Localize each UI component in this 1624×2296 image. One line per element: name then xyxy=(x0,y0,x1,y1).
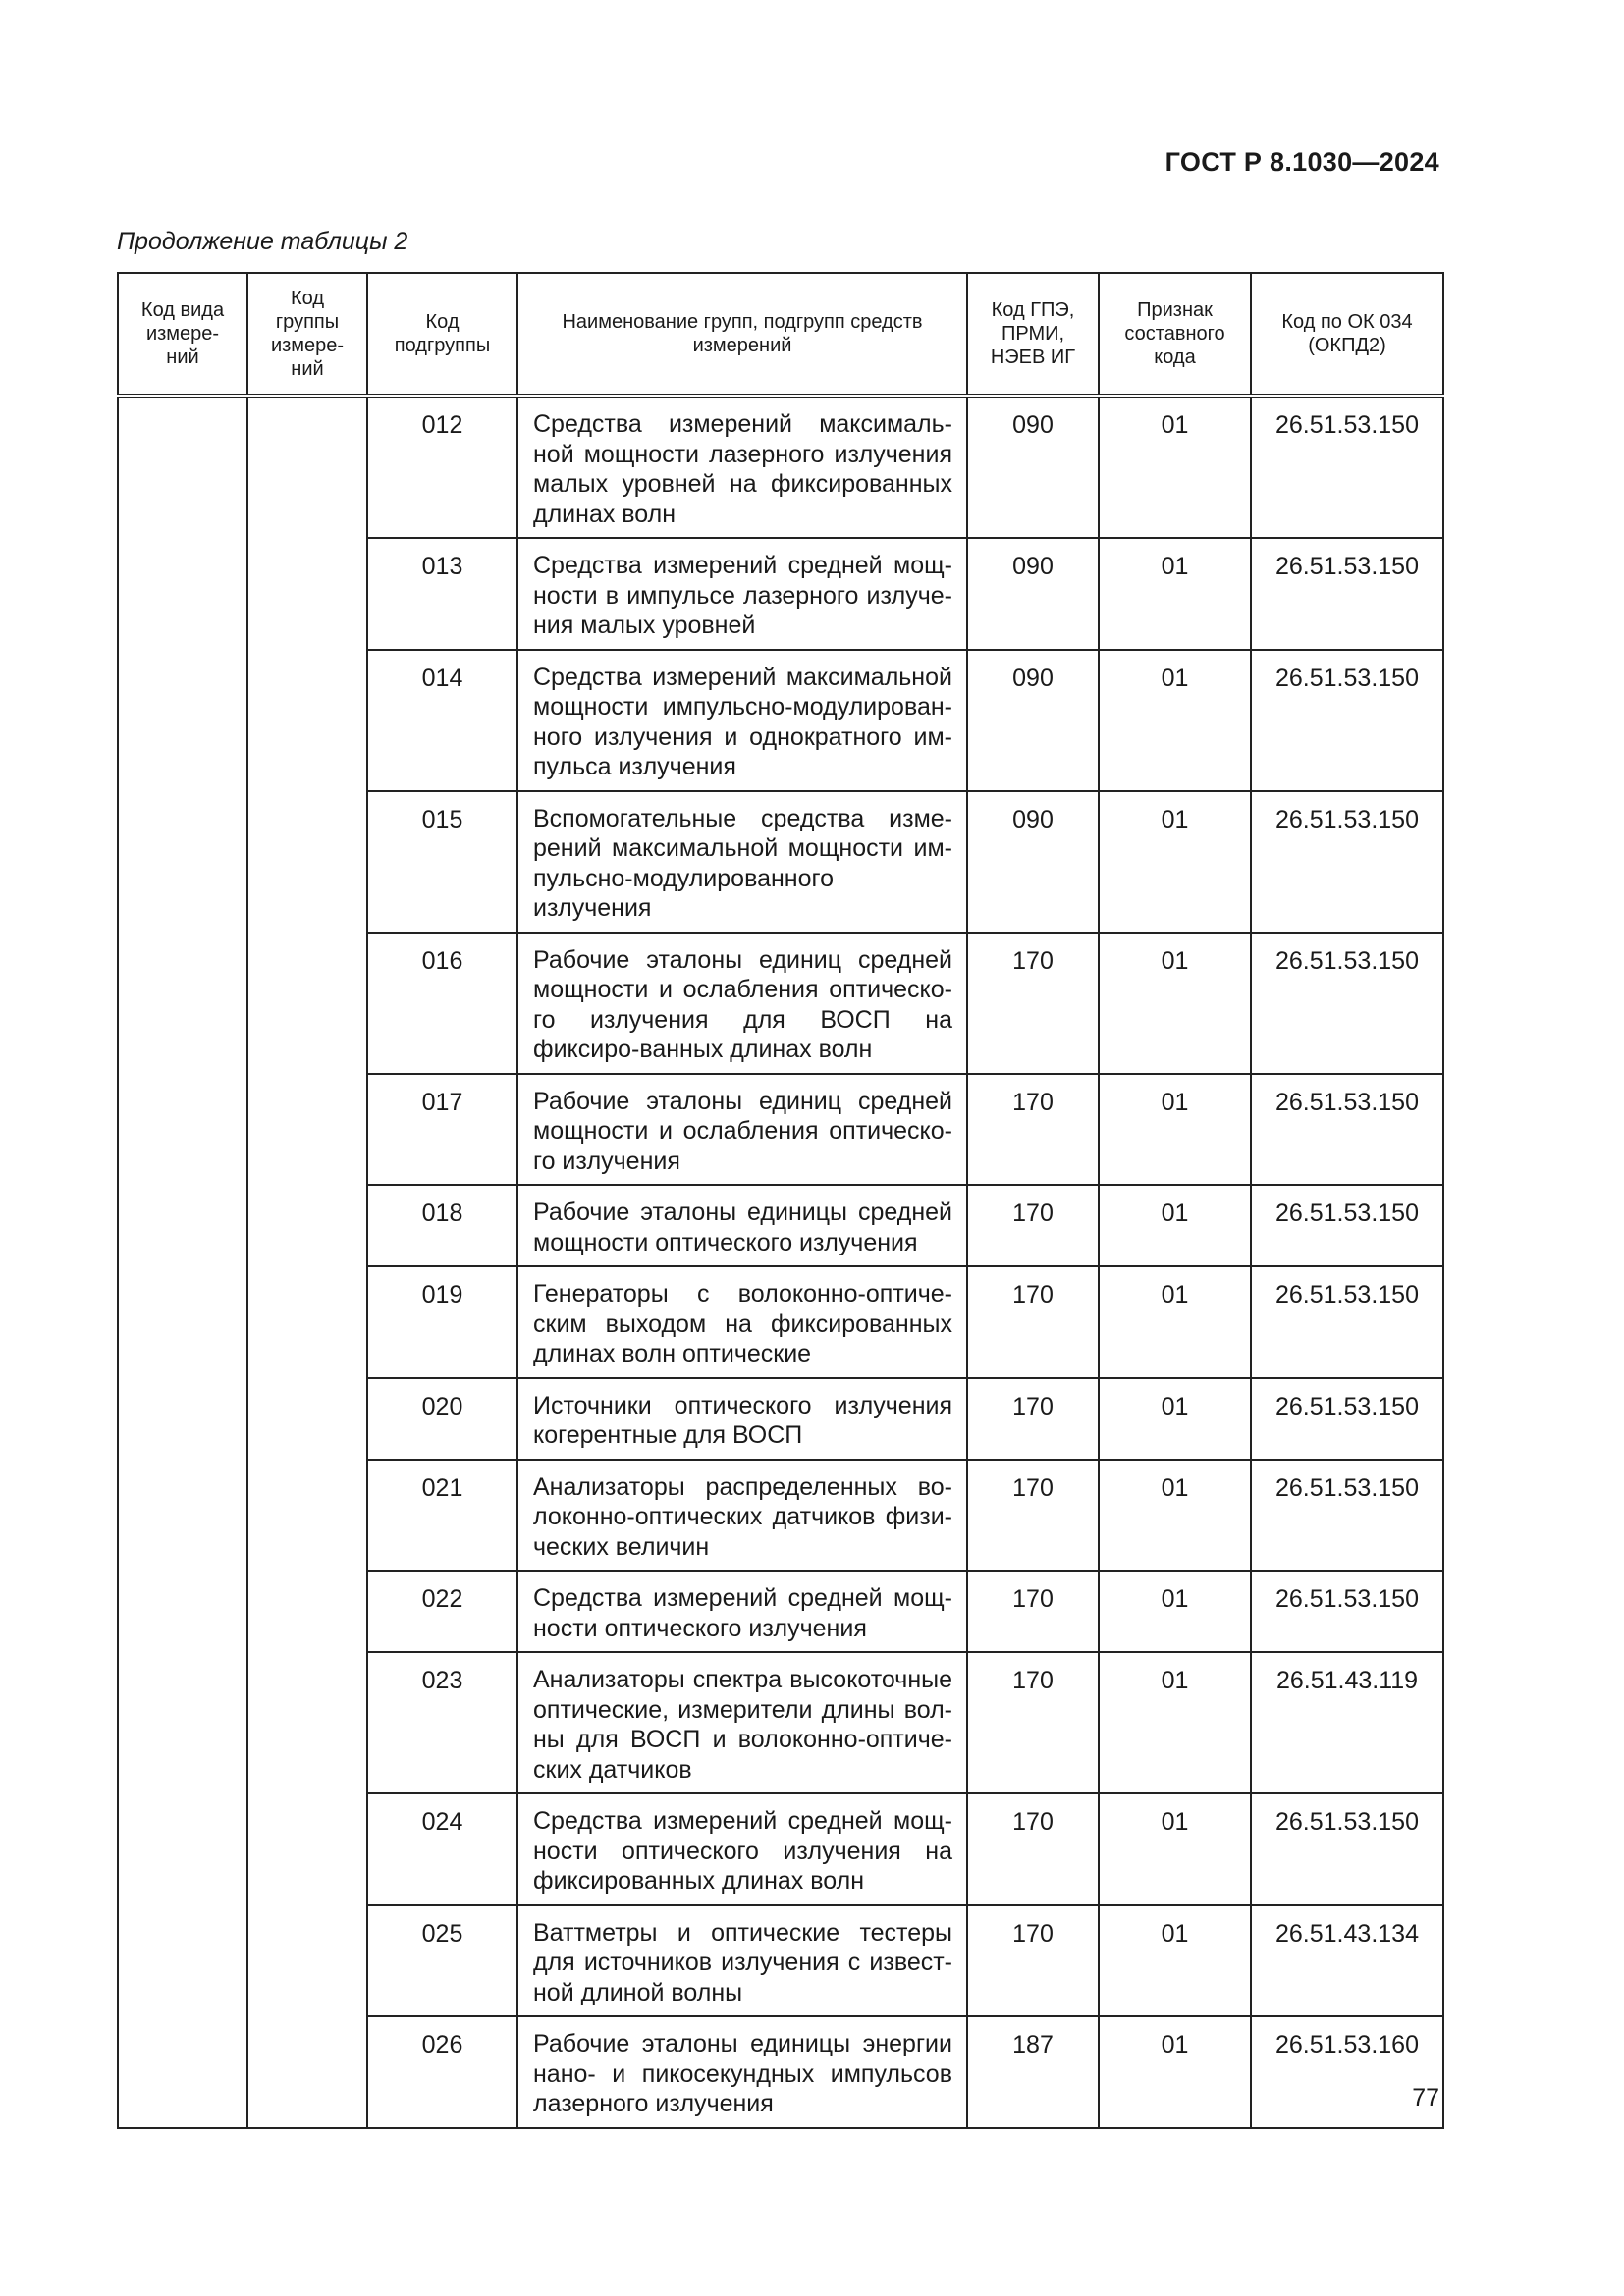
table-header-row xyxy=(118,273,1443,396)
subgroup-code-cell: 013 xyxy=(367,538,517,650)
composite-sign-cell: 01 xyxy=(1099,1652,1251,1793)
group-name-cell: Рабочие эталоны единицы средней мощности оптического излучения xyxy=(517,1185,967,1266)
subgroup-code-cell: 016 xyxy=(367,933,517,1074)
gpe-code-cell: 090 xyxy=(967,538,1099,650)
col-header-gpe-code: Код ГПЭ, ПРМИ, НЭЕВ ИГ xyxy=(967,273,1099,396)
okpd-code-cell: 26.51.53.150 xyxy=(1251,1266,1443,1378)
subgroup-code-cell: 017 xyxy=(367,1074,517,1186)
okpd-code-cell: 26.51.43.119 xyxy=(1251,1652,1443,1793)
table-row xyxy=(118,396,1443,538)
okpd-code-cell: 26.51.53.150 xyxy=(1251,650,1443,791)
gpe-code-cell: 170 xyxy=(967,1185,1099,1266)
composite-sign-cell: 01 xyxy=(1099,933,1251,1074)
col-header-subgroup-code: Код подгруппы xyxy=(367,273,517,396)
classification-table xyxy=(117,272,1444,2129)
document-header: ГОСТ Р 8.1030—2024 xyxy=(1164,147,1439,177)
okpd-code-cell: 26.51.53.150 xyxy=(1251,1571,1443,1652)
gpe-code-cell: 170 xyxy=(967,1074,1099,1186)
subgroup-code-cell: 012 xyxy=(367,396,517,538)
col-header-kind-code: Код вида измере- ний xyxy=(118,273,247,396)
composite-sign-cell: 01 xyxy=(1099,650,1251,791)
subgroup-code-cell: 024 xyxy=(367,1793,517,1905)
gpe-code-cell: 170 xyxy=(967,1266,1099,1378)
group-name-cell: Вспомогательные средства изме-рений максимальной мощности им-пульсно-модулированного излучения xyxy=(517,791,967,933)
gpe-code-cell: 090 xyxy=(967,791,1099,933)
col-header-name: Наименование групп, подгрупп средств измерений xyxy=(517,273,967,396)
gpe-code-cell: 170 xyxy=(967,1905,1099,2017)
group-name-cell: Генераторы с волоконно-оптиче-ским выходом на фиксированных длинах волн оптические xyxy=(517,1266,967,1378)
col-header-composite-sign: Признак составного кода xyxy=(1099,273,1251,396)
okpd-code-cell: 26.51.53.150 xyxy=(1251,933,1443,1074)
subgroup-code-cell: 014 xyxy=(367,650,517,791)
subgroup-code-cell: 022 xyxy=(367,1571,517,1652)
gpe-code-cell: 170 xyxy=(967,1571,1099,1652)
group-name-cell: Источники оптического излучения когерентные для ВОСП xyxy=(517,1378,967,1460)
okpd-code-cell: 26.51.53.150 xyxy=(1251,396,1443,538)
group-name-cell: Анализаторы распределенных во-локонно-оптических датчиков физи-ческих величин xyxy=(517,1460,967,1572)
group-name-cell: Средства измерений средней мощ-ности оптического излучения xyxy=(517,1571,967,1652)
composite-sign-cell: 01 xyxy=(1099,1905,1251,2017)
group-name-cell: Средства измерений средней мощ-ности оптического излучения на фиксированных длинах волн xyxy=(517,1793,967,1905)
composite-sign-cell: 01 xyxy=(1099,2016,1251,2128)
kind-code-cell xyxy=(118,396,247,2128)
table-caption: Продолжение таблицы 2 xyxy=(117,228,408,255)
subgroup-code-cell: 018 xyxy=(367,1185,517,1266)
composite-sign-cell: 01 xyxy=(1099,1793,1251,1905)
gpe-code-cell: 170 xyxy=(967,1793,1099,1905)
composite-sign-cell: 01 xyxy=(1099,791,1251,933)
gpe-code-cell: 187 xyxy=(967,2016,1099,2128)
composite-sign-cell: 01 xyxy=(1099,1571,1251,1652)
group-name-cell: Средства измерений максималь-ной мощности лазерного излучения малых уровней на фиксированных длинах волн xyxy=(517,396,967,538)
okpd-code-cell: 26.51.53.150 xyxy=(1251,791,1443,933)
okpd-code-cell: 26.51.53.150 xyxy=(1251,1460,1443,1572)
subgroup-code-cell: 019 xyxy=(367,1266,517,1378)
subgroup-code-cell: 015 xyxy=(367,791,517,933)
group-name-cell: Рабочие эталоны единицы энергии нано- и пикосекундных импульсов лазерного излучения xyxy=(517,2016,967,2128)
composite-sign-cell: 01 xyxy=(1099,1378,1251,1460)
col-header-okpd-code: Код по ОК 034 (ОКПД2) xyxy=(1251,273,1443,396)
group-name-cell: Ваттметры и оптические тестеры для источников излучения с извест-ной длиной волны xyxy=(517,1905,967,2017)
okpd-code-cell: 26.51.53.150 xyxy=(1251,1378,1443,1460)
group-name-cell: Средства измерений средней мощ-ности в импульсе лазерного излуче-ния малых уровней xyxy=(517,538,967,650)
composite-sign-cell: 01 xyxy=(1099,1460,1251,1572)
gpe-code-cell: 170 xyxy=(967,1460,1099,1572)
okpd-code-cell: 26.51.53.150 xyxy=(1251,1185,1443,1266)
subgroup-code-cell: 026 xyxy=(367,2016,517,2128)
subgroup-code-cell: 021 xyxy=(367,1460,517,1572)
subgroup-code-cell: 020 xyxy=(367,1378,517,1460)
okpd-code-cell: 26.51.53.150 xyxy=(1251,1793,1443,1905)
page-number: 77 xyxy=(1412,2084,1439,2111)
group-code-cell xyxy=(247,396,367,2128)
group-name-cell: Рабочие эталоны единиц средней мощности и ослабления оптическо-го излучения xyxy=(517,1074,967,1186)
group-name-cell: Анализаторы спектра высокоточные оптические, измерители длины вол-ны для ВОСП и волоконно-оптиче-ских датчиков xyxy=(517,1652,967,1793)
composite-sign-cell: 01 xyxy=(1099,1266,1251,1378)
subgroup-code-cell: 025 xyxy=(367,1905,517,2017)
okpd-code-cell: 26.51.43.134 xyxy=(1251,1905,1443,2017)
okpd-code-cell: 26.51.53.150 xyxy=(1251,1074,1443,1186)
gpe-code-cell: 090 xyxy=(967,650,1099,791)
composite-sign-cell: 01 xyxy=(1099,396,1251,538)
okpd-code-cell: 26.51.53.160 xyxy=(1251,2016,1443,2128)
subgroup-code-cell: 023 xyxy=(367,1652,517,1793)
group-name-cell: Средства измерений максимальной мощности импульсно-модулирован-ного излучения и однократного им-пульса излучения xyxy=(517,650,967,791)
composite-sign-cell: 01 xyxy=(1099,538,1251,650)
col-header-group-code: Код группы измере- ний xyxy=(247,273,367,396)
group-name-cell: Рабочие эталоны единиц средней мощности и ослабления оптическо-го излучения для ВОСП на фиксиро-ванных длинах волн xyxy=(517,933,967,1074)
composite-sign-cell: 01 xyxy=(1099,1074,1251,1186)
gpe-code-cell: 170 xyxy=(967,1378,1099,1460)
gpe-code-cell: 090 xyxy=(967,396,1099,538)
composite-sign-cell: 01 xyxy=(1099,1185,1251,1266)
okpd-code-cell: 26.51.53.150 xyxy=(1251,538,1443,650)
gpe-code-cell: 170 xyxy=(967,933,1099,1074)
gpe-code-cell: 170 xyxy=(967,1652,1099,1793)
